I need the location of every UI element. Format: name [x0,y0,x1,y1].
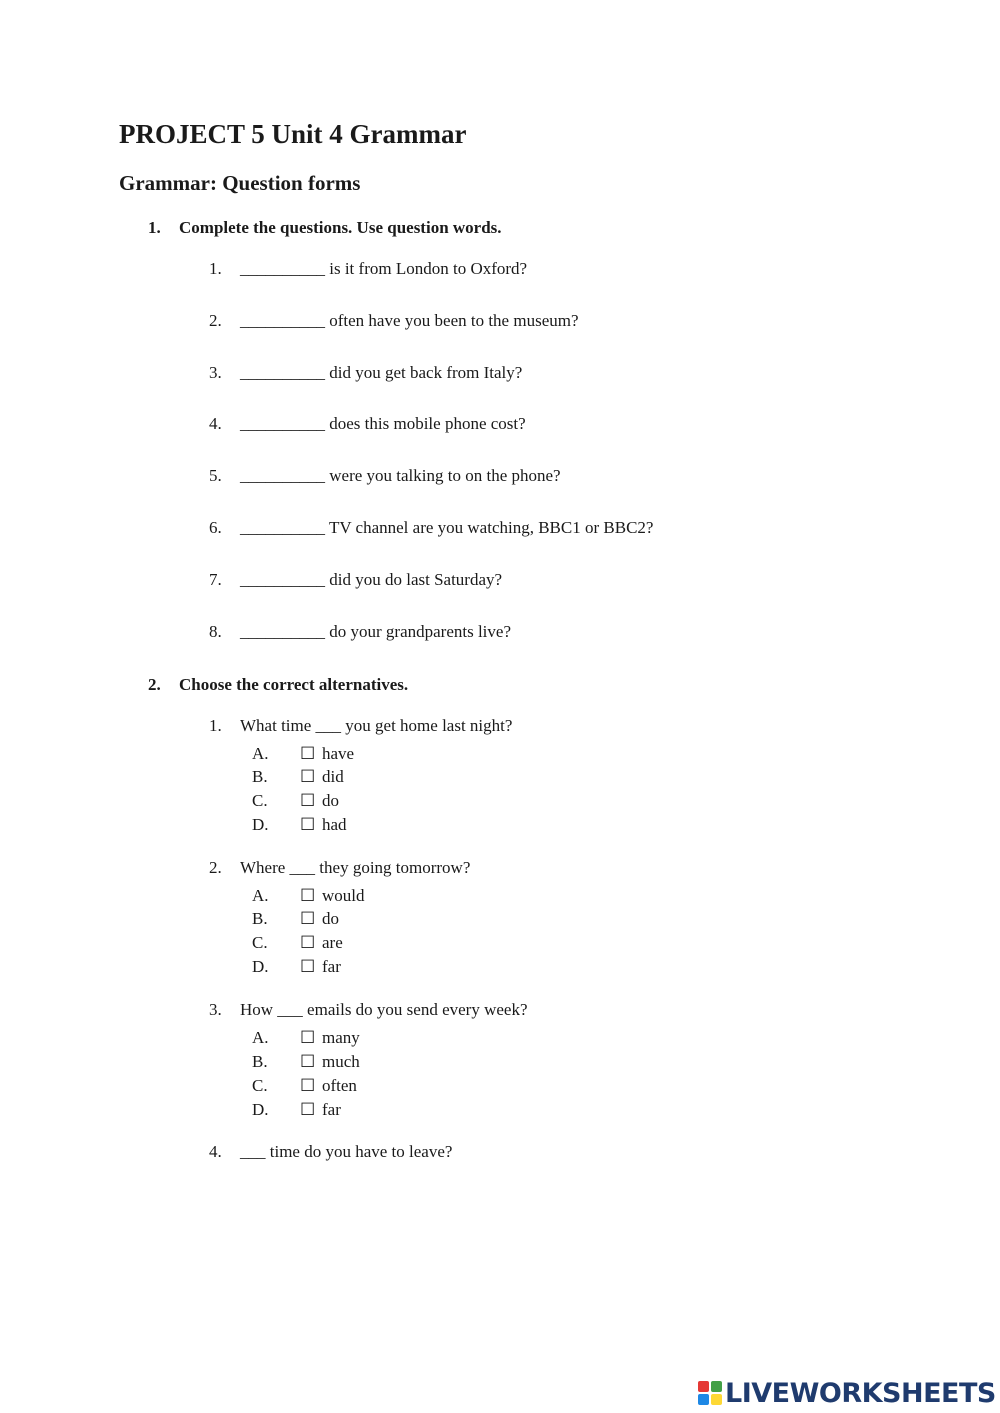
s2-question-4 [209,1142,452,1162]
checkbox-icon[interactable]: ☐ [300,1052,316,1071]
s2-question-3 [209,1000,528,1020]
question-text: __________ often have you been to the museum? [240,311,579,330]
option-label: are [322,933,343,952]
option-label: far [322,1100,341,1119]
checkbox-icon[interactable]: ☐ [300,767,316,786]
s2-q1-option-c[interactable] [252,791,339,811]
question-number: 2. [209,311,222,330]
option-label: many [322,1028,360,1047]
checkbox-icon[interactable]: ☐ [300,1100,316,1119]
question-number: 3. [209,363,222,382]
option-label: often [322,1076,357,1095]
liveworksheets-logo[interactable] [697,1376,996,1410]
page-title: PROJECT 5 Unit 4 Grammar [119,119,467,149]
question-number: 1. [209,259,222,278]
checkbox-icon[interactable]: ☐ [300,886,316,905]
question-number: 7. [209,570,222,589]
checkbox-icon[interactable]: ☐ [300,1076,316,1095]
s1-question-5[interactable] [209,466,561,486]
option-label: do [322,909,339,928]
option-letter: D. [252,815,269,834]
s1-question-1[interactable] [209,259,527,279]
option-letter: C. [252,1076,268,1095]
checkbox-icon[interactable]: ☐ [300,957,316,976]
question-number: 6. [209,518,222,537]
question-number: 2. [209,858,222,877]
question-text: __________ do your grandparents live? [240,622,511,641]
question-text: __________ did you do last Saturday? [240,570,503,589]
s1-question-6[interactable] [209,518,653,538]
option-letter: C. [252,933,268,952]
s1-question-7[interactable] [209,570,502,590]
option-letter: D. [252,957,269,976]
s2-q2-option-c[interactable] [252,933,343,953]
s1-question-2[interactable] [209,311,579,331]
s2-q2-option-a[interactable] [252,886,365,906]
question-text: __________ did you get back from Italy? [240,363,523,382]
s2-question-2 [209,858,470,878]
option-letter: D. [252,1100,269,1119]
s2-q2-option-b[interactable] [252,909,339,929]
question-number: 4. [209,414,222,433]
question-text: __________ does this mobile phone cost? [240,414,526,433]
question-text: How ___ emails do you send every week? [240,1000,528,1019]
option-label: far [322,957,341,976]
option-letter: B. [252,909,268,928]
page-subtitle: Grammar: Question forms [119,171,361,195]
option-label: do [322,791,339,810]
option-letter: A. [252,1028,269,1047]
s2-q1-option-b[interactable] [252,767,344,787]
s2-q2-option-d[interactable] [252,957,341,977]
option-letter: A. [252,744,269,763]
s2-q3-option-d[interactable] [252,1100,341,1120]
s2-q1-option-d[interactable] [252,815,347,835]
question-text: What time ___ you get home last night? [240,716,513,735]
s1-question-3[interactable] [209,363,522,383]
question-text: __________ were you talking to on the phone? [240,466,561,485]
option-label: did [322,767,344,786]
question-number: 8. [209,622,222,641]
section-2-heading [148,675,408,695]
liveworksheets-icon [697,1379,723,1407]
checkbox-icon[interactable]: ☐ [300,815,316,834]
s2-q3-option-a[interactable] [252,1028,360,1048]
section-1-instructions: Complete the questions. Use question words. [179,218,502,237]
question-text: ___ time do you have to leave? [240,1142,453,1161]
option-letter: A. [252,886,269,905]
checkbox-icon[interactable]: ☐ [300,909,316,928]
s2-q3-option-c[interactable] [252,1076,357,1096]
section-2-number: 2. [148,675,161,694]
s1-question-4[interactable] [209,414,526,434]
question-text: __________ is it from London to Oxford? [240,259,528,278]
logo-wordmark: LIVEWORKSHEETS [725,1377,996,1409]
option-label: would [322,886,365,905]
section-1-number: 1. [148,218,161,237]
option-letter: C. [252,791,268,810]
option-label: had [322,815,347,834]
checkbox-icon[interactable]: ☐ [300,1028,316,1047]
checkbox-icon[interactable]: ☐ [300,744,316,763]
question-number: 3. [209,1000,222,1019]
option-letter: B. [252,767,268,786]
s2-question-1 [209,716,512,736]
section-2-instructions: Choose the correct alternatives. [179,675,409,694]
question-number: 1. [209,716,222,735]
question-text: __________ TV channel are you watching, BBC1 or BBC2? [240,518,654,537]
question-text: Where ___ they going tomorrow? [240,858,471,877]
option-label: much [322,1052,360,1071]
option-label: have [322,744,355,763]
checkbox-icon[interactable]: ☐ [300,791,316,810]
s2-q1-option-a[interactable] [252,744,354,764]
option-letter: B. [252,1052,268,1071]
s1-question-8[interactable] [209,622,511,642]
section-1-heading [148,218,502,238]
s2-q3-option-b[interactable] [252,1052,360,1072]
question-number: 4. [209,1142,222,1161]
question-number: 5. [209,466,222,485]
checkbox-icon[interactable]: ☐ [300,933,316,952]
